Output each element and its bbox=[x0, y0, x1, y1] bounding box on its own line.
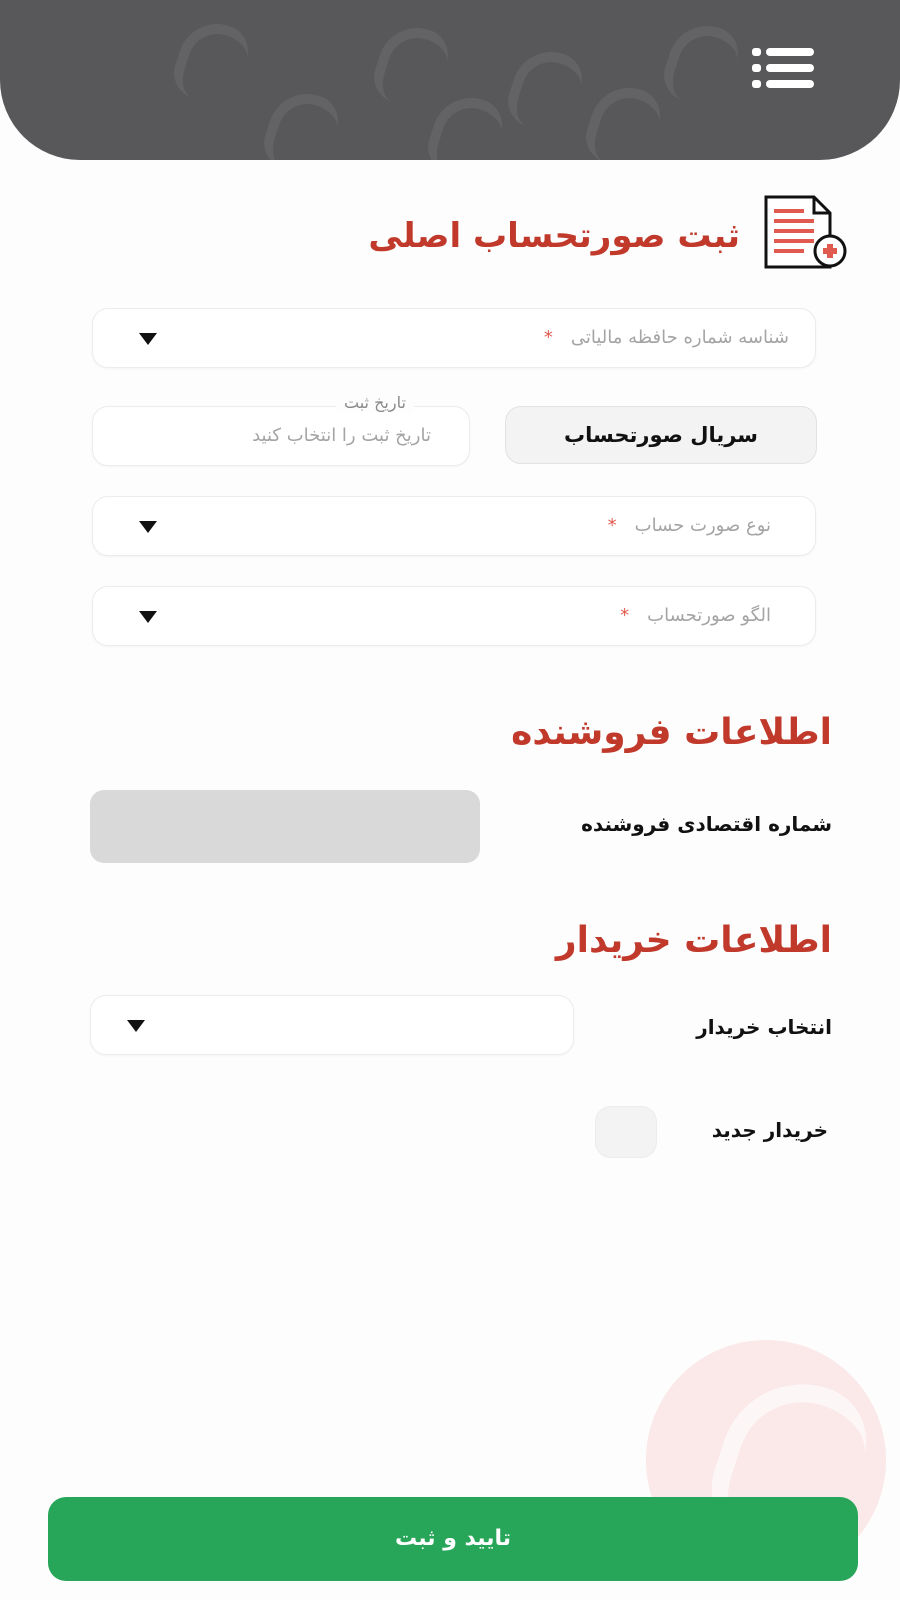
invoice-type-placeholder: نوع صورت حساب* bbox=[607, 515, 771, 536]
register-date-field[interactable] bbox=[92, 406, 470, 466]
required-mark: * bbox=[543, 327, 553, 348]
decorative-swoosh bbox=[167, 14, 254, 110]
required-mark: * bbox=[607, 515, 617, 536]
decorative-swoosh bbox=[257, 84, 344, 160]
confirm-submit-button[interactable]: تایید و ثبت bbox=[48, 1497, 858, 1581]
page-title: ثبت صورتحساب اصلی bbox=[368, 216, 740, 256]
buyer-section-title: اطلاعات خریدار bbox=[555, 920, 832, 961]
decorative-swoosh bbox=[579, 78, 666, 160]
register-date-placeholder: تاریخ ثبت را انتخاب کنید bbox=[252, 425, 431, 446]
seller-economic-number-label: شماره اقتصادی فروشنده bbox=[581, 812, 832, 836]
invoice-pattern-select[interactable] bbox=[92, 586, 816, 646]
invoice-pattern-placeholder: الگو صورتحساب* bbox=[620, 605, 771, 626]
caret-down-icon bbox=[139, 611, 157, 623]
select-buyer-label: انتخاب خریدار bbox=[696, 1015, 832, 1039]
page-title-row bbox=[368, 196, 850, 276]
decorative-swoosh bbox=[367, 18, 454, 114]
decorative-swoosh bbox=[501, 42, 588, 138]
list-menu-icon[interactable] bbox=[752, 44, 814, 92]
new-buyer-checkbox[interactable] bbox=[595, 1106, 657, 1158]
tax-memory-id-select[interactable] bbox=[92, 308, 816, 368]
caret-down-icon bbox=[127, 1020, 145, 1032]
required-mark: * bbox=[620, 605, 630, 626]
caret-down-icon bbox=[139, 521, 157, 533]
tax-memory-id-placeholder: شناسه شماره حافظه مالیاتی* bbox=[543, 327, 789, 348]
register-date-label: تاریخ ثبت bbox=[336, 393, 414, 412]
invoice-serial-button[interactable]: سریال صورتحساب bbox=[505, 406, 817, 464]
seller-section-title: اطلاعات فروشنده bbox=[511, 712, 832, 753]
seller-economic-number-field bbox=[90, 790, 480, 863]
invoice-type-select[interactable] bbox=[92, 496, 816, 556]
caret-down-icon bbox=[139, 333, 157, 345]
invoice-add-icon bbox=[762, 195, 850, 277]
select-buyer-dropdown[interactable] bbox=[90, 995, 574, 1055]
decorative-swoosh bbox=[657, 16, 744, 112]
new-buyer-label: خریدار جدید bbox=[711, 1118, 828, 1142]
app-header bbox=[0, 0, 900, 160]
